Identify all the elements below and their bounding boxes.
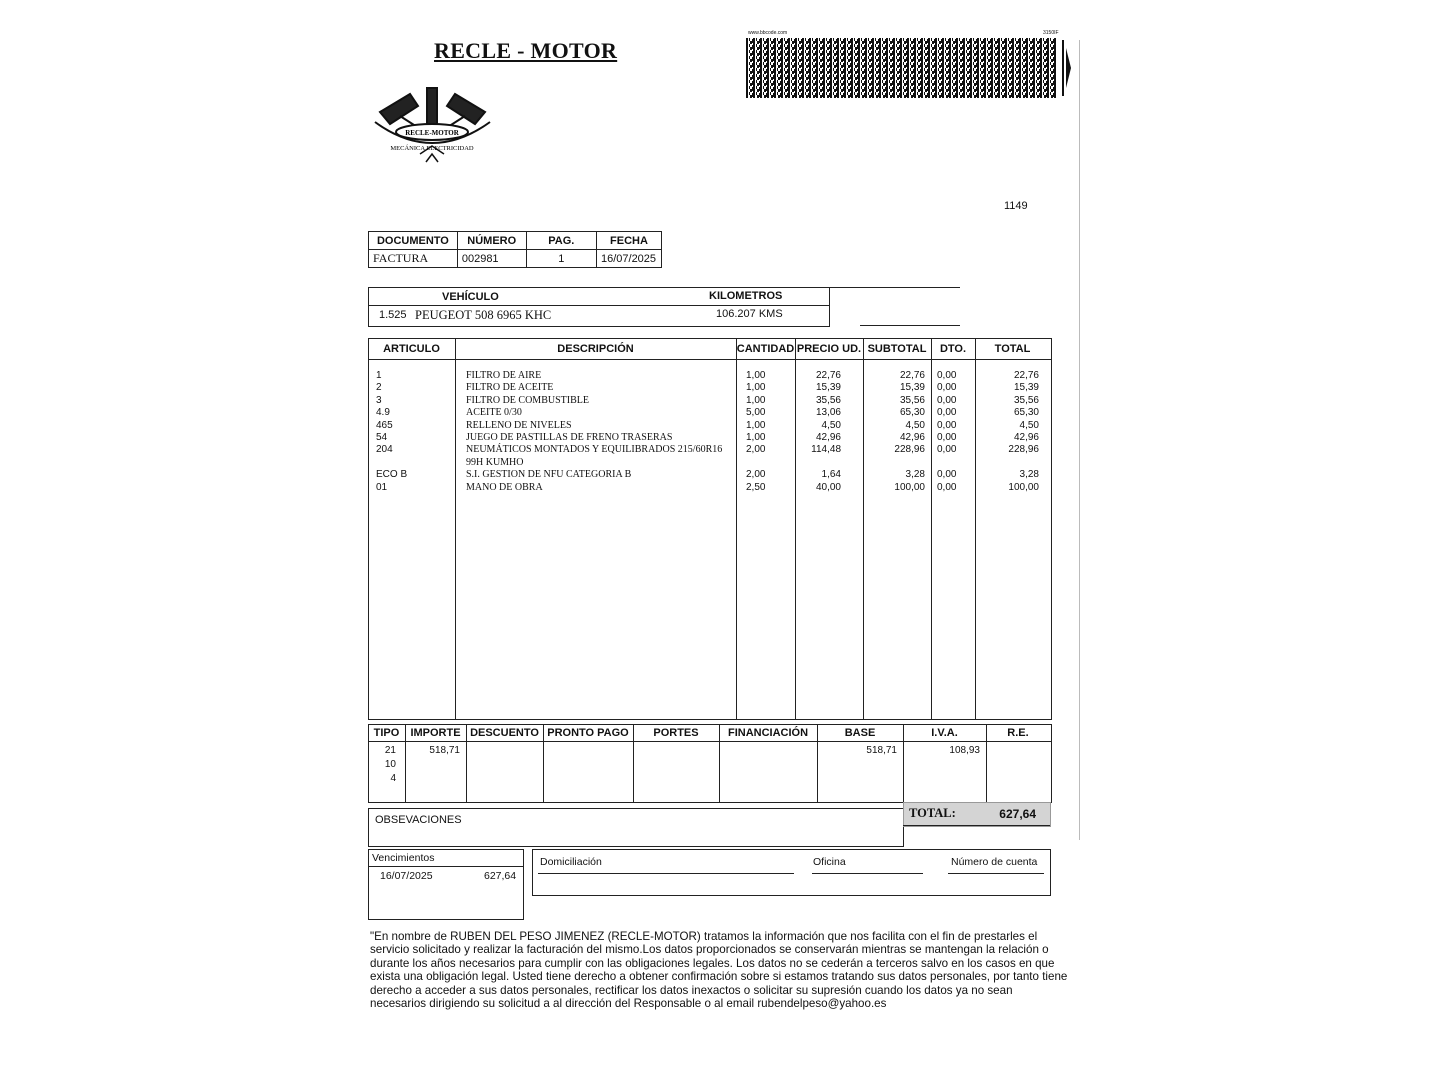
company-logo-icon (370, 84, 495, 170)
doc-type: FACTURA (369, 250, 458, 268)
item-total: 100,00 (1008, 481, 1039, 493)
col-divider (931, 338, 932, 719)
barcode-code: 3150IF (1043, 30, 1059, 36)
doc-number: 002981 (457, 250, 526, 268)
item-descripcion: MANO DE OBRA (466, 481, 543, 493)
observations-label: OBSEVACIONES (375, 814, 462, 826)
item-cantidad: 2,50 (746, 481, 766, 493)
header-pag: PAG. (526, 232, 596, 250)
tax-iva: 108,93 (949, 745, 980, 756)
item-subtotal: 42,96 (899, 432, 925, 443)
item-descripcion: NEUMÁTICOS MONTADOS Y EQUILIBRADOS 215/60R16 (466, 444, 723, 456)
items-header-rule (368, 359, 1051, 360)
km-header: KILOMETROS (709, 290, 783, 302)
tax-tipo-10: 10 (384, 759, 396, 770)
vehicle-ext-rule (828, 287, 960, 288)
item-precio: 40,00 (815, 481, 841, 493)
item-dto: 0,00 (937, 394, 957, 406)
item-subtotal: 3,28 (905, 469, 925, 481)
item-total: 35,56 (1013, 394, 1039, 406)
bank-rule (538, 873, 794, 874)
item-subtotal: 15,39 (899, 382, 925, 394)
item-precio: 4,50 (821, 419, 841, 431)
vehicle-ext-rule (860, 325, 960, 326)
item-descripcion: 99H KUMHO (466, 456, 524, 468)
vehicle-header: VEHÍCULO (442, 291, 499, 303)
tax-tipo-21: 21 (384, 745, 396, 756)
item-articulo: 2 (376, 382, 382, 394)
tax-col-portes: PORTES (653, 727, 699, 739)
item-descripcion: FILTRO DE ACEITE (466, 382, 554, 394)
bank-cuenta: Número de cuenta (951, 856, 1038, 868)
tax-tipo-4: 4 (390, 773, 396, 784)
col-divider (455, 338, 456, 719)
col-divider (975, 338, 976, 719)
item-cantidad: 1,00 (746, 432, 766, 443)
item-subtotal: 4,50 (905, 419, 925, 431)
item-cantidad: 1,00 (746, 370, 766, 381)
item-articulo: 01 (376, 481, 388, 493)
total-rule (903, 825, 1050, 826)
item-precio: 114,48 (811, 444, 841, 456)
item-articulo: ECO B (376, 469, 408, 481)
vehicle-box (368, 287, 830, 327)
item-cantidad: 1,00 (746, 394, 766, 406)
page-edge-rule (1079, 40, 1080, 840)
company-name: RECLE - MOTOR (434, 38, 618, 63)
item-articulo: 3 (376, 394, 382, 406)
header-numero: NÚMERO (457, 232, 526, 250)
tax-base: 518,71 (866, 745, 897, 756)
item-descripcion: FILTRO DE AIRE (466, 370, 542, 381)
tax-col-importe: IMPORTE (410, 727, 461, 739)
col-subtotal: SUBTOTAL (867, 343, 927, 355)
item-precio: 13,06 (815, 407, 841, 419)
item-precio: 35,56 (815, 394, 841, 406)
doc-date: 16/07/2025 (596, 250, 661, 268)
item-articulo: 1 (376, 370, 382, 381)
item-articulo: 4.9 (376, 407, 390, 419)
vehicle-km: 106.207 KMS (716, 308, 783, 320)
item-subtotal: 228,96 (894, 444, 925, 456)
col-dto: DTO. (939, 343, 967, 355)
item-total: 228,96 (1008, 444, 1039, 456)
col-total: TOTAL (994, 343, 1031, 355)
item-articulo: 54 (376, 432, 388, 443)
barcode-url: www.bbcode.com (748, 30, 788, 36)
item-precio: 22,76 (815, 370, 841, 381)
tax-col-descuento: DESCUENTO (470, 727, 539, 739)
item-cantidad: 5,00 (746, 407, 766, 419)
col-divider (736, 338, 737, 719)
tax-header-rule (368, 741, 1051, 742)
item-cantidad: 2,00 (746, 469, 766, 481)
item-total: 4,50 (1019, 419, 1039, 431)
col-precio: PRECIO UD. (796, 343, 862, 355)
due-date: 16/07/2025 (380, 870, 433, 882)
col-divider (863, 338, 864, 719)
header-fecha: FECHA (596, 232, 661, 250)
tax-col-financiacion: FINANCIACIÓN (727, 727, 809, 739)
bank-rule (948, 873, 1044, 874)
item-subtotal: 65,30 (899, 407, 925, 419)
item-precio: 42,96 (815, 432, 841, 443)
item-cantidad: 1,00 (746, 419, 766, 431)
logo-name: RECLE-MOTOR (405, 129, 459, 137)
total-label: TOTAL: (909, 806, 956, 820)
vehicle-code: 1.525 (379, 309, 407, 321)
item-cantidad: 2,00 (746, 444, 766, 456)
bank-domiciliacion: Domiciliación (540, 856, 602, 868)
bank-rule (812, 873, 923, 874)
tax-col-pronto-pago: PRONTO PAGO (547, 727, 629, 739)
item-subtotal: 35,56 (899, 394, 925, 406)
col-descripcion: DESCRIPCIÓN (557, 343, 634, 355)
item-total: 3,28 (1019, 469, 1039, 481)
item-subtotal: 22,76 (899, 370, 925, 381)
due-dates-label: Vencimientos (372, 852, 435, 864)
logo-tagline: MECÁNICA ELECTRICIDAD (390, 145, 474, 152)
item-dto: 0,00 (937, 382, 957, 394)
document-table (368, 231, 662, 268)
tax-col-base: BASE (844, 727, 876, 739)
item-dto: 0,00 (937, 370, 957, 381)
item-articulo: 465 (376, 419, 393, 431)
item-subtotal: 100,00 (894, 481, 925, 493)
tax-importe: 518,71 (429, 745, 460, 756)
item-precio: 1,64 (821, 469, 841, 481)
vehicle-description: PEUGEOT 508 6965 KHC (415, 308, 552, 322)
item-total: 15,39 (1013, 382, 1039, 394)
document-reference: 1149 (1004, 200, 1028, 212)
item-cantidad: 1,00 (746, 382, 766, 394)
doc-page: 1 (526, 250, 596, 268)
item-total: 22,76 (1013, 370, 1039, 381)
item-descripcion: ACEITE 0/30 (466, 407, 522, 419)
item-descripcion: S.I. GESTION DE NFU CATEGORIA B (466, 469, 632, 481)
tax-col-re: R.E. (1007, 727, 1029, 739)
header-documento: DOCUMENTO (369, 232, 458, 250)
item-dto: 0,00 (937, 419, 957, 431)
col-cantidad: CANTIDAD (736, 343, 795, 355)
item-total: 42,96 (1013, 432, 1039, 443)
item-descripcion: FILTRO DE COMBUSTIBLE (466, 394, 589, 406)
item-descripcion: JUEGO DE PASTILLAS DE FRENO TRASERAS (466, 432, 673, 443)
due-amount: 627,64 (484, 870, 517, 882)
item-total: 65,30 (1013, 407, 1039, 419)
total-value: 627,64 (999, 807, 1036, 821)
tax-col-tipo: TIPO (373, 727, 400, 739)
legal-notice: "En nombre de RUBEN DEL PESO JIMENEZ (RECLE-MOTOR) tratamos la información que nos facilita con el fin de prestarles el servicio solicitado y realizar la facturación del mismo.Los datos proporcionados se conservarán mientras se mantengan la relación o durante los años necesarios para cumplir con las obligaciones legales. Los datos no se cederán a terceros salvo en los casos en que exista una obligación legal. Usted tiene derecho a obtener confirmación sobre si estamos tratando sus datos personales, por tanto tiene derecho a acceder a sus datos personales, rectificar los datos inexactos o solicitar su supresión cuando los datos ya no sean necesarios dirigiendo su solicitud a al dirección del Responsable o al email rubendelpeso@yahoo.es (370, 930, 1068, 1011)
item-precio: 15,39 (815, 382, 841, 394)
item-dto: 0,00 (937, 432, 957, 443)
item-descripcion: RELLENO DE NIVELES (466, 419, 572, 431)
item-articulo: 204 (376, 444, 393, 456)
due-dates-rule (368, 866, 523, 867)
bank-oficina: Oficina (813, 856, 846, 868)
item-dto: 0,00 (937, 444, 957, 456)
tax-col-iva: I.V.A. (931, 727, 958, 739)
item-dto: 0,00 (937, 469, 957, 481)
item-dto: 0,00 (937, 481, 957, 493)
item-dto: 0,00 (937, 407, 957, 419)
col-articulo: ARTICULO (383, 343, 440, 355)
barcode-icon (746, 38, 1071, 98)
col-divider (795, 338, 796, 719)
